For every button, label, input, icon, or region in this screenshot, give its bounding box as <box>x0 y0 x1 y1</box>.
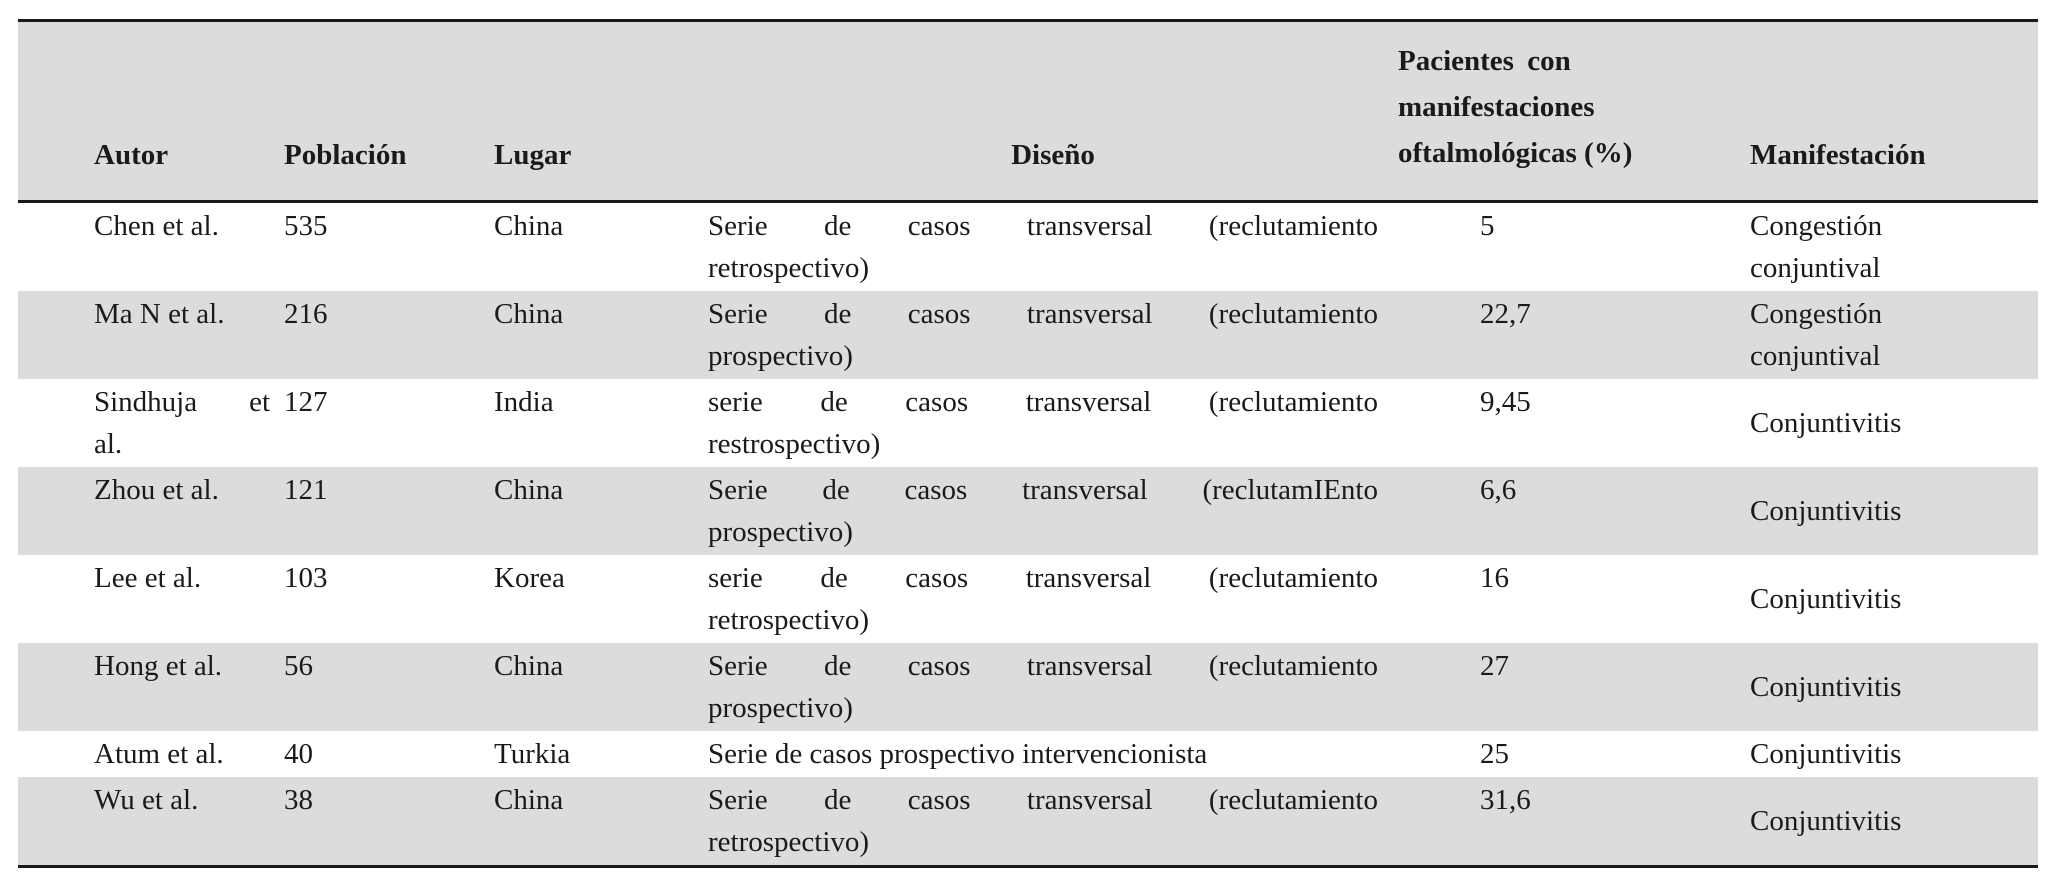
cell-pct: 5 <box>1480 210 1495 242</box>
cell-diseno <box>708 291 1398 379</box>
cell-diseno-line2: retrospectivo) <box>708 252 870 284</box>
cell-poblacion: 103 <box>284 562 328 594</box>
cell-poblacion: 121 <box>284 474 328 506</box>
cell-manifestacion: Conjuntivitis <box>1750 671 1902 703</box>
cell-pct: 25 <box>1480 738 1509 770</box>
cell-autor <box>94 379 284 467</box>
cell-diseno-line1: Serie de casos transversal (reclutamiento <box>708 210 1378 242</box>
header-pacientes-line3: oftalmológicas (%) <box>1398 137 1633 169</box>
cell-diseno-line1: serie de casos transversal (reclutamiento <box>708 562 1378 594</box>
cell-manifestacion <box>1750 202 2038 292</box>
table-row <box>18 291 2038 379</box>
cell-manifestacion <box>1750 291 2038 379</box>
table-row <box>18 643 2038 731</box>
cell-lugar: China <box>494 210 564 242</box>
header-autor: Autor <box>94 21 284 202</box>
cell-manifestacion-line2: conjuntival <box>1750 252 1881 284</box>
cell-autor: Hong et al. <box>94 650 223 682</box>
cell-poblacion: 535 <box>284 210 328 242</box>
cell-autor: Chen et al. <box>94 210 219 242</box>
ophthalmic-manifestations-table <box>18 19 2038 868</box>
cell-diseno-line2: retrospectivo) <box>708 604 870 636</box>
cell-autor: Lee et al. <box>94 562 202 594</box>
header-pacientes-line2: manifestaciones <box>1398 91 1595 123</box>
cell-lugar: India <box>494 386 554 418</box>
cell-pct: 6,6 <box>1480 474 1517 506</box>
header-poblacion: Población <box>284 21 494 202</box>
cell-diseno <box>708 643 1398 731</box>
cell-diseno-line2: restrospectivo) <box>708 428 881 460</box>
cell-diseno <box>708 379 1398 467</box>
cell-diseno-line1: serie de casos transversal (reclutamiento <box>708 386 1378 418</box>
cell-diseno-line2: prospectivo) <box>708 692 853 724</box>
header-pacientes-line1: Pacientes con <box>1398 45 1571 77</box>
cell-lugar: China <box>494 777 708 867</box>
header-lugar: Lugar <box>494 21 708 202</box>
cell-autor-line1: Sindhuja et <box>94 386 270 418</box>
table-row <box>18 202 2038 292</box>
table-row <box>18 467 2038 555</box>
cell-pct: 22,7 <box>1480 298 1531 330</box>
cell-lugar: Korea <box>494 562 565 594</box>
cell-manifestacion: Conjuntivitis <box>1750 738 1902 770</box>
cell-diseno <box>708 555 1398 643</box>
header-pacientes <box>1398 21 1750 202</box>
cell-diseno-line1: Serie de casos transversal (reclutamiento <box>708 650 1378 682</box>
cell-manifestacion-line2: conjuntival <box>1750 340 1881 372</box>
cell-diseno <box>708 202 1398 292</box>
cell-pct: 31,6 <box>1398 777 1750 867</box>
cell-lugar: China <box>494 650 564 682</box>
cell-poblacion: 40 <box>284 738 313 770</box>
cell-diseno-line2: prospectivo) <box>708 340 853 372</box>
cell-autor-line2: al. <box>94 428 123 460</box>
cell-manifestacion: Conjuntivitis <box>1750 777 2038 867</box>
cell-lugar: China <box>494 298 564 330</box>
table-row <box>18 777 2038 867</box>
cell-poblacion: 56 <box>284 650 313 682</box>
cell-diseno-line1: Serie de casos transversal (reclutamiento <box>708 298 1378 330</box>
cell-diseno-line2: prospectivo) <box>708 516 853 548</box>
cell-diseno-line1: Serie de casos transversal (reclutamiento <box>708 784 1378 816</box>
header-manifestacion: Manifestación <box>1750 21 2038 202</box>
table-header-row <box>18 21 2038 202</box>
cell-pct: 9,45 <box>1480 386 1531 418</box>
cell-autor: Ma N et al. <box>94 298 225 330</box>
table-row <box>18 379 2038 467</box>
cell-autor: Zhou et al. <box>94 474 219 506</box>
cell-manifestacion-line1: Congestión <box>1750 298 1883 330</box>
header-diseno: Diseño <box>708 21 1398 202</box>
cell-autor: Atum et al. <box>94 738 224 770</box>
table-row <box>18 731 2038 777</box>
cell-poblacion: 38 <box>284 777 494 867</box>
cell-manifestacion: Conjuntivitis <box>1750 407 1902 439</box>
cell-manifestacion: Conjuntivitis <box>1750 495 1902 527</box>
cell-lugar: Turkia <box>494 738 571 770</box>
cell-lugar: China <box>494 474 564 506</box>
header-spacer <box>18 21 94 202</box>
cell-diseno <box>708 777 1398 867</box>
cell-poblacion: 127 <box>284 386 328 418</box>
cell-manifestacion-line1: Congestión <box>1750 210 1883 242</box>
cell-diseno <box>708 731 1398 777</box>
table-row <box>18 555 2038 643</box>
cell-pct: 27 <box>1480 650 1509 682</box>
cell-diseno <box>708 467 1398 555</box>
cell-poblacion: 216 <box>284 298 328 330</box>
cell-diseno-line2: retrospectivo) <box>708 826 870 858</box>
cell-autor: Wu et al. <box>94 777 284 867</box>
cell-pct: 16 <box>1480 562 1509 594</box>
cell-diseno-line1: Serie de casos transversal (reclutamIEnto <box>708 474 1378 506</box>
cell-manifestacion: Conjuntivitis <box>1750 583 1902 615</box>
ophthalmic-manifestations-table-container <box>18 19 2038 868</box>
cell-diseno-line1: Serie de casos prospectivo intervencionista <box>708 738 1208 770</box>
